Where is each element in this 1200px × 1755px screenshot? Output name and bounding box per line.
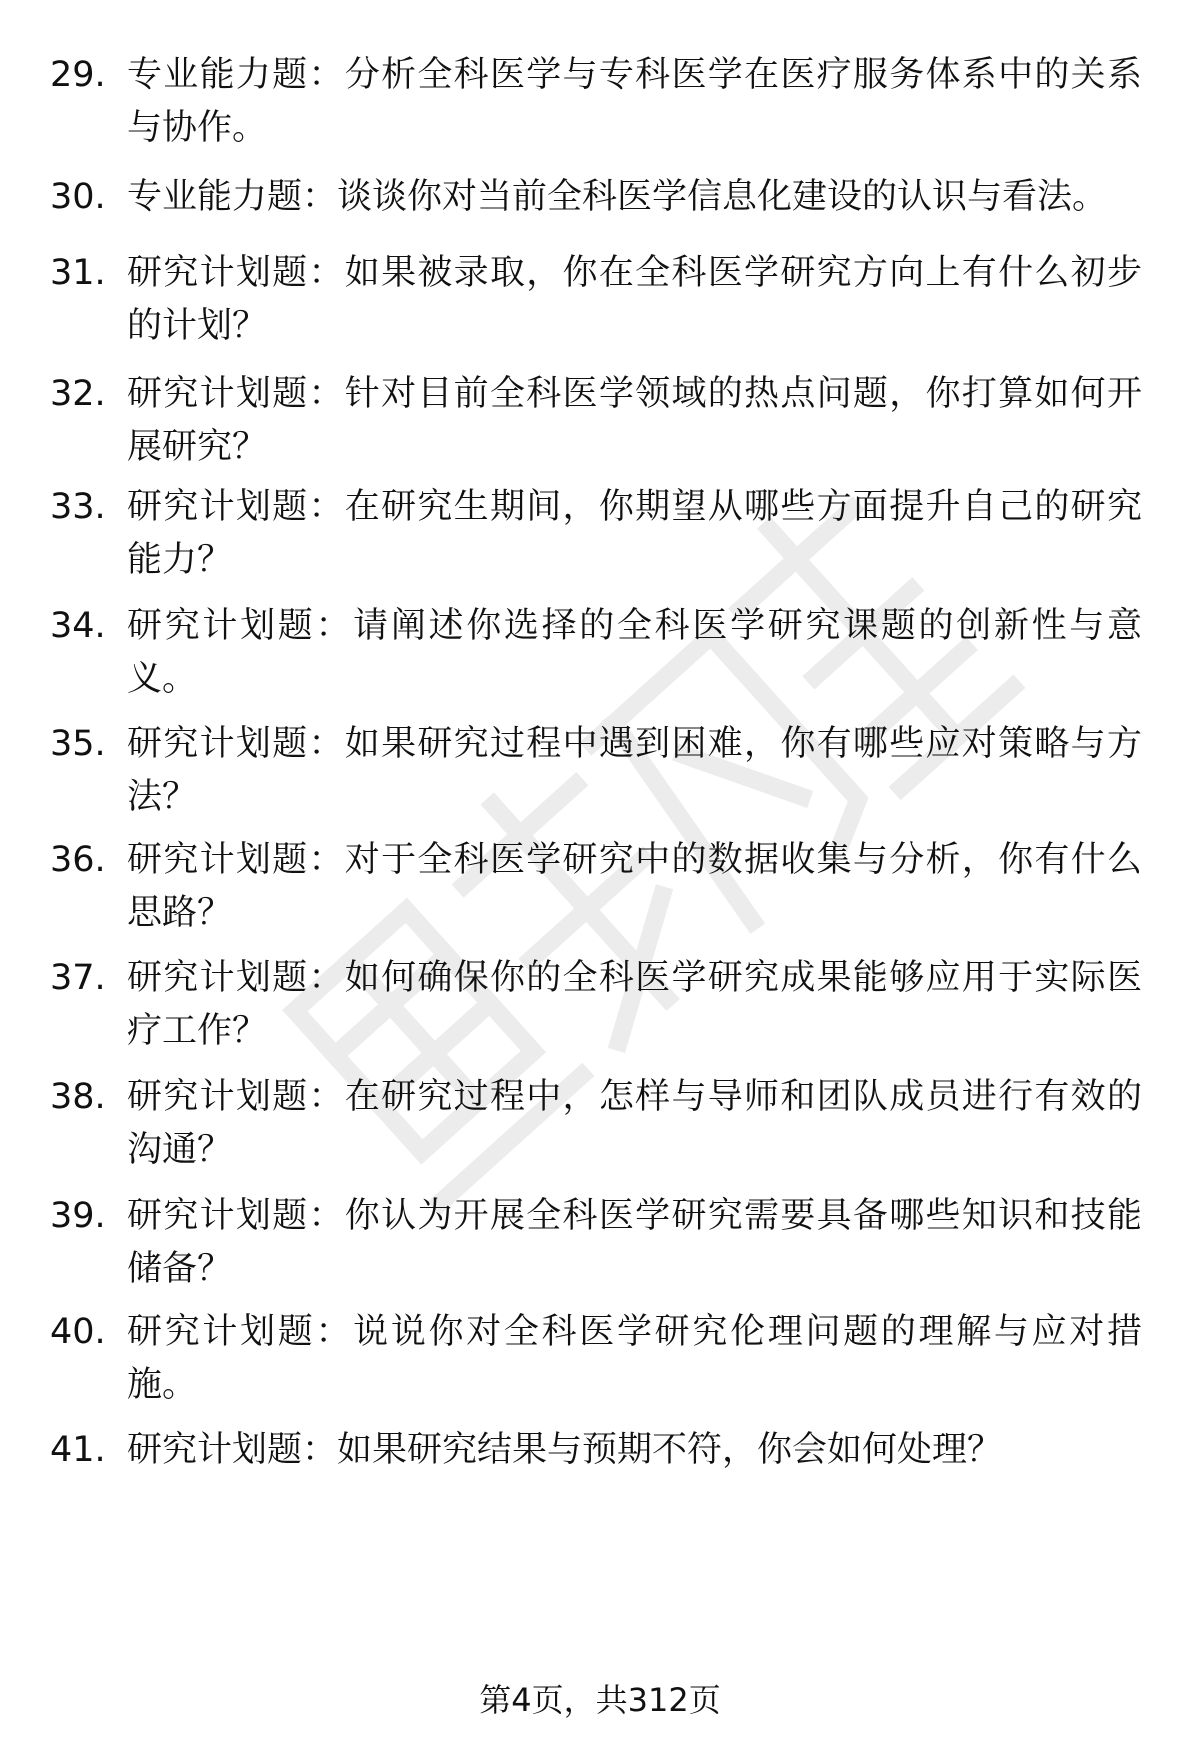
- question-number: 33.: [50, 487, 106, 527]
- question-text: 在研究过程中，怎样与导师和团队成员进行有效的沟通？: [127, 1077, 1142, 1170]
- question-category: 研究计划题：: [127, 724, 345, 764]
- question-number: 37.: [50, 958, 106, 998]
- question-body: [127, 49, 1142, 155]
- question-text: 如果被录取，你在全科医学研究方向上有什么初步的计划？: [127, 253, 1142, 346]
- question-body: [127, 834, 1142, 940]
- question-category: 专业能力题：: [127, 55, 345, 95]
- question-body: [127, 368, 1142, 474]
- question-text: 分析全科医学与专科医学在医疗服务体系中的关系与协作。: [127, 55, 1142, 148]
- question-number: 34.: [50, 606, 106, 646]
- question-category: 研究计划题：: [127, 1077, 345, 1117]
- question-number: 30.: [50, 177, 106, 217]
- question-body: [127, 1306, 1142, 1412]
- question-category: 专业能力题：: [127, 177, 338, 217]
- question-number: 36.: [50, 840, 106, 880]
- question-text: 你认为开展全科医学研究需要具备哪些知识和技能储备？: [127, 1196, 1142, 1289]
- question-text: 如何确保你的全科医学研究成果能够应用于实际医疗工作？: [127, 958, 1142, 1051]
- question-body: [127, 171, 1142, 224]
- question-text: 如果研究过程中遇到困难，你有哪些应对策略与方法？: [127, 724, 1142, 817]
- question-text: 请阐述你选择的全科医学研究课题的创新性与意义。: [127, 606, 1142, 699]
- question-body: [127, 600, 1142, 706]
- question-number: 31.: [50, 253, 106, 293]
- question-category: 研究计划题：: [127, 840, 345, 880]
- question-text: 在研究生期间，你期望从哪些方面提升自己的研究能力？: [127, 487, 1142, 580]
- page-footer: [0, 1676, 1200, 1724]
- question-body: [127, 1424, 1142, 1477]
- question-body: [127, 481, 1142, 587]
- question-category: 研究计划题：: [127, 253, 345, 293]
- question-number: 41.: [50, 1430, 106, 1470]
- question-body: [127, 952, 1142, 1058]
- question-body: [127, 1071, 1142, 1177]
- question-text: 谈谈你对当前全科医学信息化建设的认识与看法。: [337, 177, 1108, 217]
- question-category: 研究计划题：: [127, 1196, 345, 1236]
- question-category: 研究计划题：: [127, 1430, 338, 1470]
- question-category: 研究计划题：: [127, 374, 345, 414]
- question-body: [127, 1190, 1142, 1296]
- question-category: 研究计划题：: [127, 487, 345, 527]
- question-number: 40.: [50, 1312, 106, 1352]
- question-text: 针对目前全科医学领域的热点问题，你打算如何开展研究？: [127, 374, 1142, 467]
- question-number: 39.: [50, 1196, 106, 1236]
- question-number: 35.: [50, 724, 106, 764]
- page-number-label: 第4页，共312页: [479, 1681, 721, 1719]
- question-body: [127, 247, 1142, 353]
- question-category: 研究计划题：: [127, 1312, 354, 1352]
- question-number: 32.: [50, 374, 106, 414]
- question-number: 29.: [50, 55, 106, 95]
- question-category: 研究计划题：: [127, 958, 345, 998]
- question-body: [127, 718, 1142, 824]
- question-text: 如果研究结果与预期不符，你会如何处理？: [337, 1430, 1003, 1470]
- question-text: 对于全科医学研究中的数据收集与分析，你有什么思路？: [127, 840, 1142, 933]
- question-category: 研究计划题：: [127, 606, 354, 646]
- question-number: 38.: [50, 1077, 106, 1117]
- question-text: 说说你对全科医学研究伦理问题的理解与应对措施。: [127, 1312, 1142, 1405]
